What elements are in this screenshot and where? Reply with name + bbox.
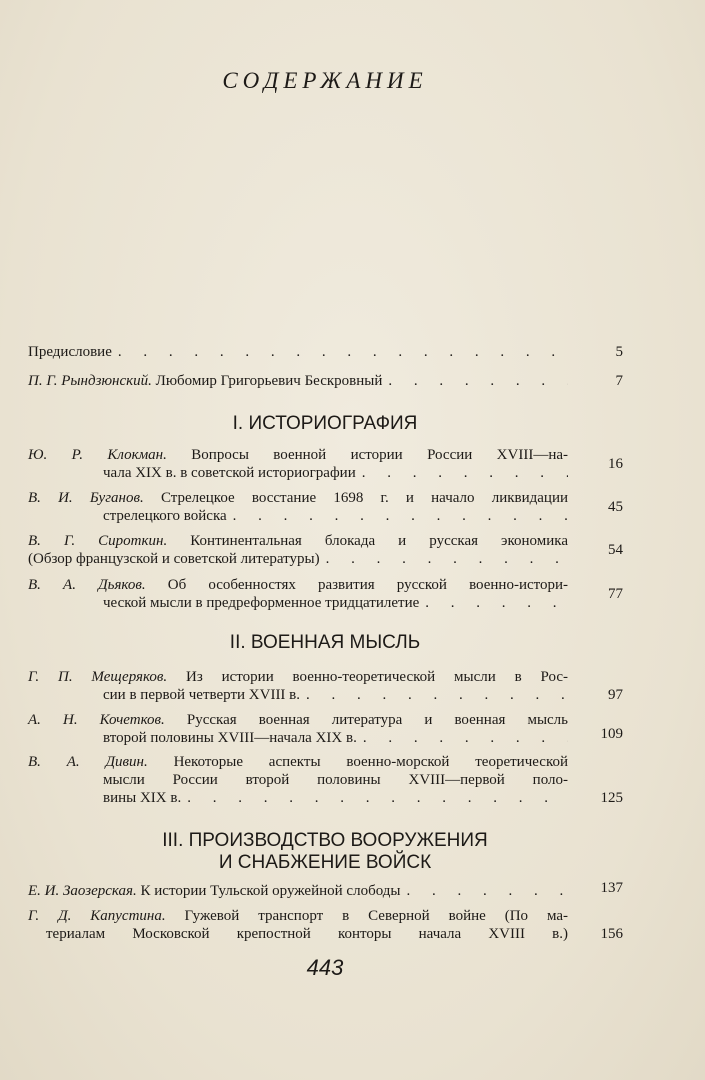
entry-title-line: сии в первой четверти XVIII в. xyxy=(103,687,301,703)
toc-entry xyxy=(28,668,623,704)
entry-title-line: (Обзор французской и советской литературы) xyxy=(28,551,320,567)
leader-dots xyxy=(112,343,568,361)
toc-entry xyxy=(28,446,623,482)
entry-author: В. А. Дивин. xyxy=(28,754,148,770)
section-heading: I. ИСТОРИОГРАФИЯ xyxy=(232,413,418,434)
toc-entry xyxy=(28,532,623,568)
folio-page-number: 443 xyxy=(306,955,344,980)
entry-author: В. И. Буганов. xyxy=(28,490,144,506)
leader-dots xyxy=(400,882,568,900)
page-number: 77 xyxy=(608,586,623,602)
entry-title-line: мысли России второй половины XVIII—первой поло- xyxy=(103,772,568,788)
entry-title: Предисловие xyxy=(28,344,112,360)
section-heading: II. ВОЕННАЯ МЫСЛЬ xyxy=(229,632,421,653)
entry-title-line: чала XIX в. в советской историографии xyxy=(103,465,356,481)
entry-title-line: второй половины XVIII—начала XIX в. xyxy=(103,730,357,746)
section-heading-line: И СНАБЖЕНИЕ ВОЙСК xyxy=(218,852,432,873)
entry-title-line: Вопросы военной истории России XVIII—на- xyxy=(191,447,569,463)
entry-author: Е. И. Заозерская. xyxy=(28,883,137,899)
page-number: 16 xyxy=(608,456,623,472)
toc-entry xyxy=(28,907,623,943)
section-heading xyxy=(0,830,650,874)
entry-author: В. А. Дьяков. xyxy=(28,577,146,593)
entry-title-line: Континентальная блокада и русская экономика xyxy=(190,533,568,549)
leader-dots xyxy=(227,507,568,525)
leader-dots xyxy=(356,464,568,482)
entry-title-line: Об особенностях развития русской военно-истори- xyxy=(167,577,569,593)
entry-title-line: териалам Московской крепостной конторы начала XVIII в.) xyxy=(46,926,568,942)
entry-title-line: Русская военная литература и военная мысль xyxy=(186,712,569,728)
leader-dots xyxy=(382,372,568,390)
page-number: 5 xyxy=(615,344,623,360)
page-number: 7 xyxy=(615,373,623,389)
toc-entry xyxy=(28,576,623,612)
toc-entry xyxy=(28,372,623,390)
entry-title-line: Некоторые аспекты военно-морской теоретической xyxy=(173,754,568,770)
toc-entry xyxy=(28,753,623,807)
toc-entry xyxy=(28,343,623,361)
entry-title: Любомир Григорьевич Бескровный xyxy=(155,373,383,389)
entry-author: Г. П. Мещеряков. xyxy=(28,669,168,685)
leader-dots xyxy=(320,550,568,568)
page-number: 97 xyxy=(608,687,623,703)
entry-title-line: Стрелецкое восстание 1698 г. и начало ликвидации xyxy=(160,490,568,506)
page-number: 156 xyxy=(600,926,623,942)
entry-author: В. Г. Сироткин. xyxy=(28,533,168,549)
entry-title-line: Из истории военно-теоретической мысли в Рос- xyxy=(186,669,568,685)
toc-entry xyxy=(28,711,623,747)
page-title: СОДЕРЖАНИЕ xyxy=(222,68,428,93)
page-number: 137 xyxy=(600,880,623,896)
entry-title-line: стрелецкого войска xyxy=(103,508,227,524)
entry-title-line: вины XIX в. xyxy=(103,790,182,806)
entry-title-line: К истории Тульской оружейной слободы xyxy=(140,883,401,899)
toc-entry xyxy=(28,489,623,525)
entry-author: Г. Д. Капустина. xyxy=(28,908,166,924)
entry-author: А. Н. Кочетков. xyxy=(28,712,165,728)
entry-title-line: ческой мысли в предреформенное тридцатилетие xyxy=(103,595,420,611)
section-heading-line: III. ПРОИЗВОДСТВО ВООРУЖЕНИЯ xyxy=(162,830,488,851)
toc-entry xyxy=(28,882,623,900)
leader-dots xyxy=(419,594,568,612)
leader-dots xyxy=(300,686,568,704)
entry-title-line: Гужевой транспорт в Северной войне (По ма- xyxy=(184,908,569,924)
page-number: 45 xyxy=(608,499,623,515)
leader-dots xyxy=(181,789,568,807)
leader-dots xyxy=(357,729,568,747)
page-number: 109 xyxy=(600,726,623,742)
page-number: 125 xyxy=(600,790,623,806)
entry-author: П. Г. Рындзюнский. xyxy=(28,373,152,389)
page-number: 54 xyxy=(608,542,623,558)
entry-author: Ю. Р. Клокман. xyxy=(28,447,167,463)
